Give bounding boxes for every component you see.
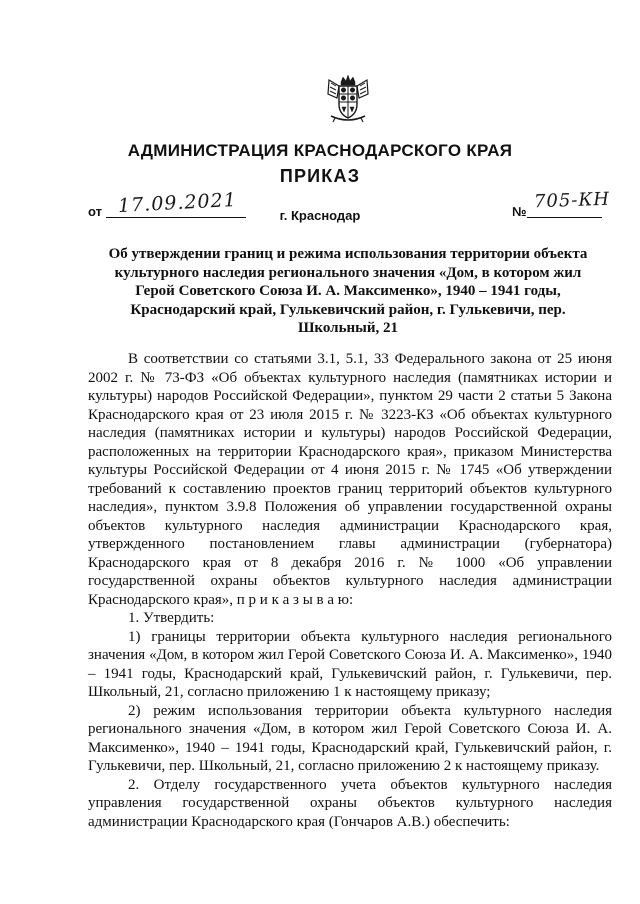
- body-paragraph: В соответствии со статьями 3.1, 5.1, 33 Федерального закона от 25 июня 2002 г. № 73-ФЗ «Об объектах культурного наследия (памятниках истории и культуры) народов Российской Федерации», пунктом 29 части 2 статьи 5 Закона Краснодарского края от 23 июля 2015 г. № 3223-КЗ «Об объектах культурного наследия (памятниках истории и культуры) народов Российской Федерации, расположенных на территории Краснодарского края», приказом Министерства культуры Российской Федерации от 4 июня 2015 г. № 1745 «Об утверждении требований к составлению проектов границ территорий объектов культурного наследия», пунктом 3.9.8 Положения об управлении государственной охраны объектов культурного наследия администрации Краснодарского края, утвержденного постановлением главы администрации (губернатора) Краснодарского края от 8 декабря 2016 г. № 1000 «Об управлении государственной охраны объектов культурного наследия администрации Краснодарского края», п р и к а з ы в а ю:: [88, 351, 612, 608]
- number-label: №: [512, 204, 527, 219]
- city-name: г. Краснодар: [279, 208, 361, 223]
- handwritten-date: 17.09.2021: [117, 188, 238, 218]
- coat-of-arms-icon: [325, 74, 371, 124]
- body-paragraph: 1) границы территории объекта культурного наследия регионального значения «Дом, в котором жил Герой Советского Союза И. А. Максименко», 1940 – 1941 годы, Краснодарский край, Гулькевичский район, г. Гулькевичи, пер. Школьный, 21, согласно приложению 1 к настоящему приказу;: [88, 628, 612, 700]
- body-paragraph: 2) режим использования территории объекта культурного наследия регионального значения «Дом, в котором жил Герой Советского Союза И. А. Максименко», 1940 – 1941 годы, Краснодарский край, Гулькевичский район, г. Гулькевичи, пер. Школьный, 21, согласно приложению 2 к настоящему приказу.: [88, 702, 612, 774]
- number-underline: [527, 217, 602, 218]
- document-body: [88, 350, 612, 831]
- body-paragraph: 1. Утвердить:: [128, 610, 215, 626]
- date-label: от: [88, 204, 102, 219]
- document-title: Об утверждении границ и режима использования территории объекта культурного наследия регионального значения «Дом, в котором жил Герой Советского Союза И. А. Максименко», 1940 – 1941 годы, Краснодарский край, Гулькевичский район, г. Гулькевичи, пер. Школьный, 21: [108, 246, 588, 336]
- organization-name: АДМИНИСТРАЦИЯ КРАСНОДАРСКОГО КРАЯ: [127, 141, 513, 160]
- body-paragraph: 2. Отделу государственного учета объектов культурного наследия управления государственной охраны объектов культурного наследия администрации Краснодарского края (Гончаров А.В.) обеспечить:: [88, 776, 612, 830]
- document-type: ПРИКАЗ: [279, 166, 361, 186]
- handwritten-number: 705-КН: [533, 188, 611, 213]
